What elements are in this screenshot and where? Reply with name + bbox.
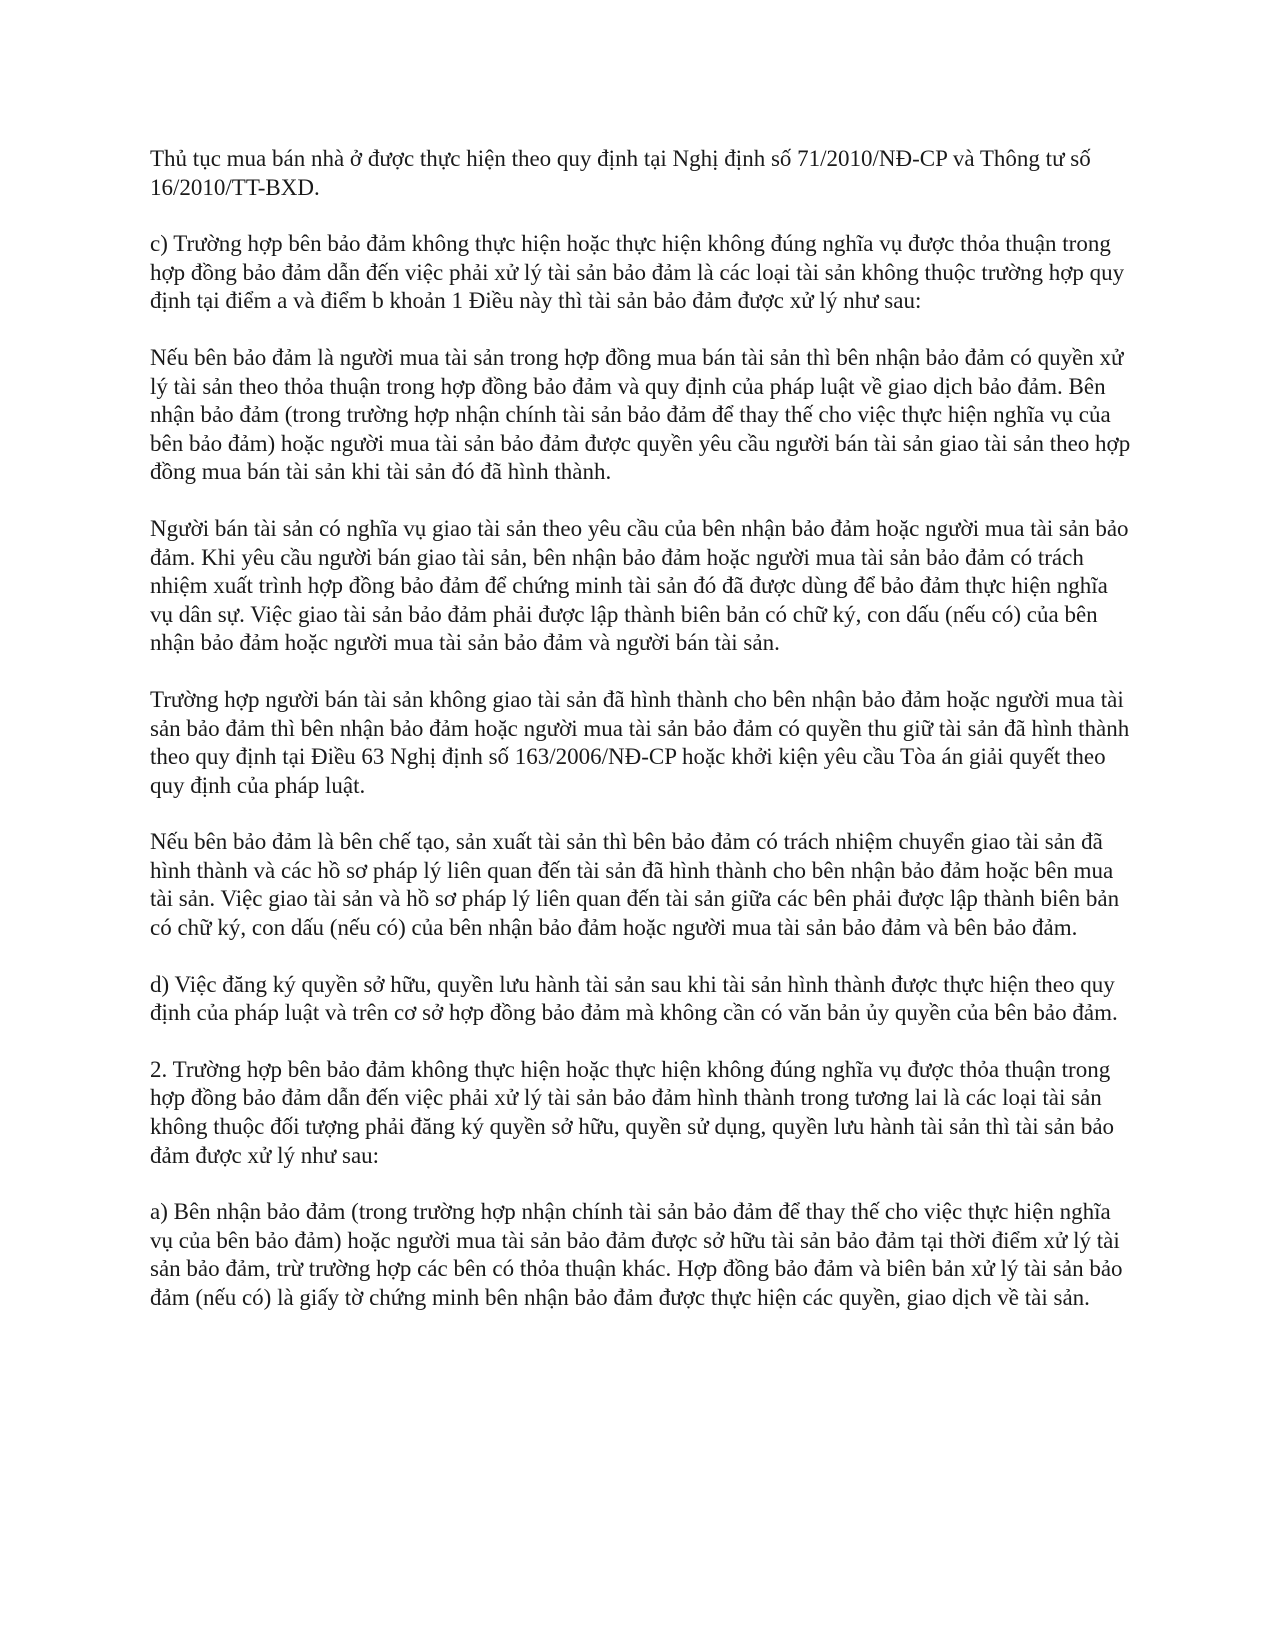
- paragraph-point-c: c) Trường hợp bên bảo đảm không thực hiện hoặc thực hiện không đúng nghĩa vụ được thỏa thuận trong hợp đồng bảo đảm dẫn đến việc phải xử lý tài sản bảo đảm là các loại tài sản không thuộc trường hợp quy định tại điểm a và điểm b khoản 1 Điều này thì tài sản bảo đảm được xử lý như sau:: [150, 231, 1125, 314]
- paragraph-clause-2: 2. Trường hợp bên bảo đảm không thực hiện hoặc thực hiện không đúng nghĩa vụ được thỏa thuận trong hợp đồng bảo đảm dẫn đến việc phải xử lý tài sản bảo đảm hình thành trong tương lai là các loại tài sản không thuộc đối tượng phải đăng ký quyền sở hữu, quyền sử dụng, quyền lưu hành tài sản thì tài sản bảo đảm được xử lý như sau:: [150, 1056, 1115, 1168]
- paragraph-seller-not-deliver: Trường hợp người bán tài sản không giao tài sản đã hình thành cho bên nhận bảo đảm hoặc người mua tài sản bảo đảm thì bên nhận bảo đảm hoặc người mua tài sản bảo đảm có quyền thu giữ tài sản đã hình thành theo quy định tại Điều 63 Nghị định số 163/2006/NĐ-CP hoặc khởi kiện yêu cầu Tòa án giải quyết theo quy định của pháp luật.: [150, 686, 1130, 798]
- paragraph-seller-obligation: Người bán tài sản có nghĩa vụ giao tài sản theo yêu cầu của bên nhận bảo đảm hoặc người mua tài sản bảo đảm. Khi yêu cầu người bán giao tài sản, bên nhận bảo đảm hoặc người mua tài sản bảo đảm có trách nhiệm xuất trình hợp đồng bảo đảm để chứng minh tài sản đó đã được dùng để bảo đảm thực hiện nghĩa vụ dân sự. Việc giao tài sản bảo đảm phải được lập thành biên bản có chữ ký, con dấu (nếu có) của bên nhận bảo đảm hoặc người mua tài sản bảo đảm và người bán tài sản.: [150, 515, 1129, 656]
- paragraph-point-d: d) Việc đăng ký quyền sở hữu, quyền lưu hành tài sản sau khi tài sản hình thành được thực hiện theo quy định của pháp luật và trên cơ sở hợp đồng bảo đảm mà không cần có văn bản ủy quyền của bên bảo đảm.: [150, 971, 1118, 1026]
- paragraph-manufacturer-case: Nếu bên bảo đảm là bên chế tạo, sản xuất tài sản thì bên bảo đảm có trách nhiệm chuyển giao tài sản đã hình thành và các hồ sơ pháp lý liên quan đến tài sản đã hình thành cho bên nhận bảo đảm hoặc bên mua tài sản. Việc giao tài sản và hồ sơ pháp lý liên quan đến tài sản giữa các bên phải được lập thành biên bản có chữ ký, con dấu (nếu có) của bên nhận bảo đảm hoặc người mua tài sản bảo đảm và bên bảo đảm.: [150, 829, 1120, 941]
- paragraph-procedure: Thủ tục mua bán nhà ở được thực hiện theo quy định tại Nghị định số 71/2010/NĐ-CP và Thông tư số 16/2010/TT-BXD.: [150, 146, 1091, 200]
- document-page: [150, 145, 1135, 1341]
- paragraph-buyer-case: Nếu bên bảo đảm là người mua tài sản trong hợp đồng mua bán tài sản thì bên nhận bảo đảm có quyền xử lý tài sản theo thỏa thuận trong hợp đồng bảo đảm và quy định của pháp luật về giao dịch bảo đảm. Bên nhận bảo đảm (trong trường hợp nhận chính tài sản bảo đảm để thay thế cho việc thực hiện nghĩa vụ của bên bảo đảm) hoặc người mua tài sản bảo đảm được quyền yêu cầu người bán tài sản giao tài sản theo hợp đồng mua bán tài sản khi tài sản đó đã hình thành.: [150, 344, 1131, 485]
- paragraph-clause-2-point-a: a) Bên nhận bảo đảm (trong trường hợp nhận chính tài sản bảo đảm để thay thế cho việc thực hiện nghĩa vụ của bên bảo đảm) hoặc người mua tài sản bảo đảm được sở hữu tài sản bảo đảm tại thời điểm xử lý tài sản bảo đảm, trừ trường hợp các bên có thỏa thuận khác. Hợp đồng bảo đảm và biên bản xử lý tài sản bảo đảm (nếu có) là giấy tờ chứng minh bên nhận bảo đảm được thực hiện các quyền, giao dịch về tài sản.: [150, 1199, 1123, 1310]
